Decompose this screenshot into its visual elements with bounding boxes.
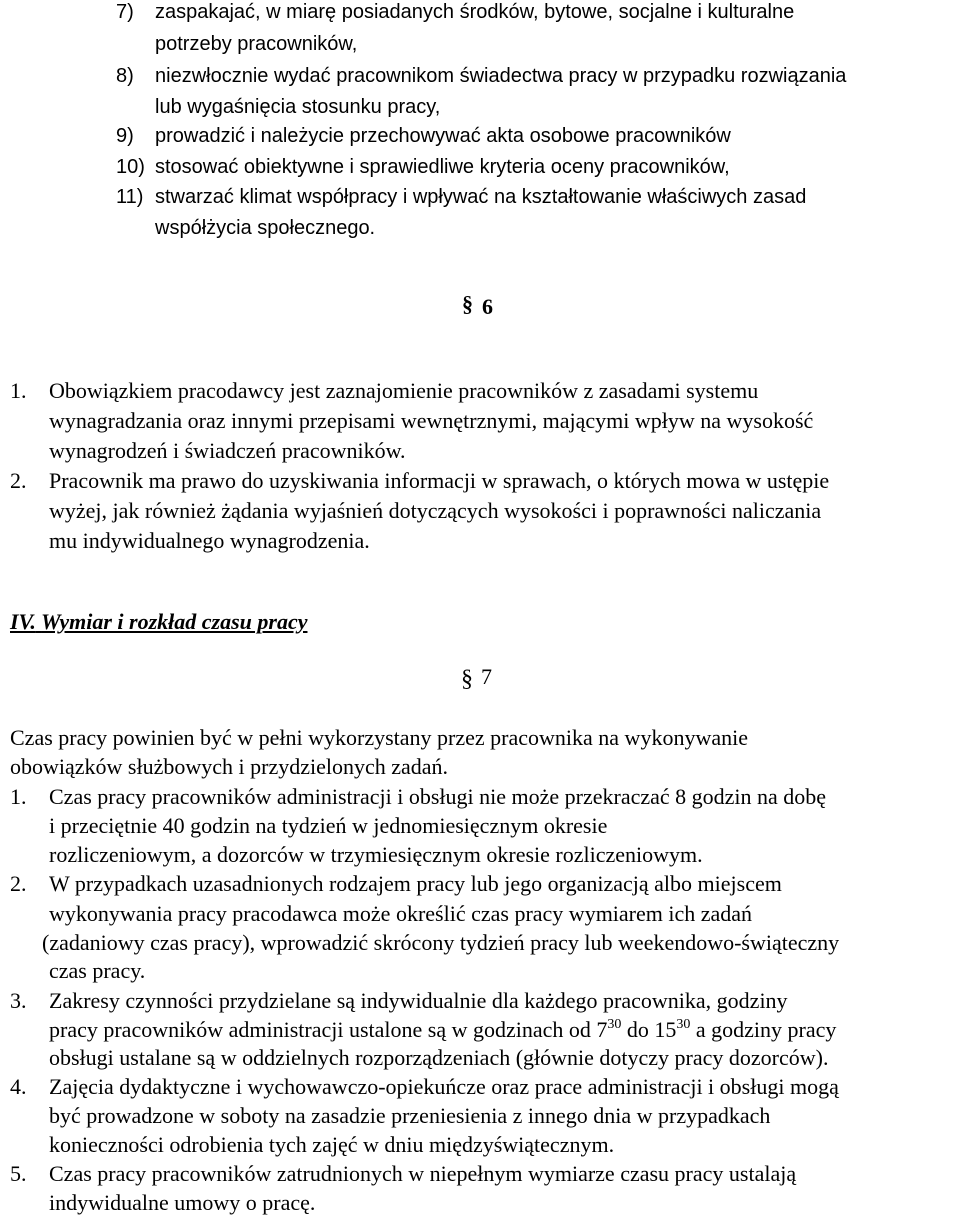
item-text — [49, 1019, 836, 1041]
item-text: Czas pracy pracowników administracji i obsługi nie może przekraczać 8 godzin na dobę — [49, 784, 827, 809]
list-item-text: stosować obiektywne i sprawiedliwe kryteria oceny pracowników, — [155, 156, 730, 178]
section-symbol: § — [461, 666, 473, 692]
text-run: pracy pracowników administracji ustalone są w godzinach od 7 — [49, 1017, 608, 1042]
item-text: konieczności odrobienia tych zajęć w dniu międzyświątecznym. — [49, 1132, 615, 1157]
item-text: wynagradzania oraz innymi przepisami wewnętrznymi, mającymi wpływ na wysokość — [49, 408, 814, 433]
item-number: 2. — [10, 871, 27, 896]
item-number: 5. — [10, 1161, 27, 1186]
item-number: 2. — [10, 468, 27, 493]
section-intro: obowiązków służbowych i przydzielonych zadań. — [10, 754, 449, 779]
chapter-title: Wymiar i rozkład czasu pracy — [41, 609, 308, 634]
section-symbol: § — [462, 291, 473, 316]
section-number: 7 — [481, 664, 492, 689]
item-text: Pracownik ma prawo do uzyskiwania informacji w sprawach, o których mowa w ustępie — [49, 468, 830, 493]
section-intro: Czas pracy powinien być w pełni wykorzystany przez pracownika na wykonywanie — [10, 725, 748, 750]
item-text: Obowiązkiem pracodawcy jest zaznajomienie pracowników z zasadami systemu — [49, 378, 759, 403]
chapter-roman: IV. — [10, 609, 36, 634]
item-text: czas pracy. — [49, 958, 146, 983]
time-superscript: 30 — [676, 1017, 691, 1032]
item-text: mu indywidualnego wynagrodzenia. — [49, 528, 370, 553]
list-item-number: 11) — [116, 186, 144, 208]
item-text: rozliczeniowym, a dozorców w trzymiesięcznym okresie rozliczeniowym. — [49, 842, 703, 867]
item-text: W przypadkach uzasadnionych rodzajem pracy lub jego organizacją albo miejscem — [49, 871, 782, 896]
list-item-text: prowadzić i należycie przechowywać akta osobowe pracowników — [155, 125, 731, 147]
item-text: obsługi ustalane są w oddzielnych rozporządzeniach (głównie dotyczy pracy dozorców). — [49, 1045, 829, 1070]
item-text: Czas pracy pracowników zatrudnionych w niepełnym wymiarze czasu pracy ustalają — [49, 1161, 797, 1186]
item-text: Zakresy czynności przydzielane są indywidualnie dla każdego pracownika, godziny — [49, 988, 788, 1013]
list-item-text: potrzeby pracowników, — [155, 33, 358, 55]
text-run: do 15 — [621, 1017, 677, 1042]
chapter-heading — [10, 611, 307, 633]
list-item-text — [155, 2, 955, 22]
list-item-number: 9) — [116, 125, 134, 147]
time-superscript: 30 — [607, 1017, 622, 1032]
list-item-text: lub wygaśnięcia stosunku pracy, — [155, 96, 441, 118]
item-number: 4. — [10, 1074, 27, 1099]
item-number: 1. — [10, 378, 27, 403]
item-text: wynagrodzeń i świadczeń pracowników. — [49, 438, 406, 463]
item-number: 3. — [10, 988, 27, 1013]
list-item-text: niezwłocznie wydać pracownikom świadectwa pracy w przypadku rozwiązania — [155, 65, 847, 87]
item-text: wykonywania pracy pracodawca może określić czas pracy wymiarem ich zadań — [49, 901, 753, 926]
item-text: Zajęcia dydaktyczne i wychowawczo-opiekuńcze oraz prace administracji i obsługi mogą — [49, 1074, 839, 1099]
item-number: 1. — [10, 784, 27, 809]
list-item-text: stwarzać klimat współpracy i wpływać na kształtowanie właściwych zasad — [155, 186, 807, 208]
text-run: a godziny pracy — [690, 1017, 837, 1042]
text-line: zaspakajać, w miarę posiadanych środków, bytowe, socjalne i kulturalne — [155, 1, 795, 23]
list-item-text: współżycia społecznego. — [155, 217, 376, 239]
item-text: i przeciętnie 40 godzin na tydzień w jednomiesięcznym okresie — [49, 813, 608, 838]
list-item-number: 10) — [116, 156, 145, 178]
section-number: 6 — [482, 294, 493, 319]
item-text: wyżej, jak również żądania wyjaśnień dotyczących wysokości i poprawności naliczania — [49, 498, 822, 523]
list-item-number: 7) — [116, 1, 134, 23]
item-text: być prowadzone w soboty na zasadzie przeniesienia z innego dnia w przypadkach — [49, 1103, 771, 1128]
list-item-number: 8) — [116, 65, 134, 87]
item-text: (zadaniowy czas pracy), wprowadzić skrócony tydzień pracy lub weekendowo-świąteczny — [42, 930, 840, 955]
item-text: indywidualne umowy o pracę. — [49, 1190, 316, 1215]
